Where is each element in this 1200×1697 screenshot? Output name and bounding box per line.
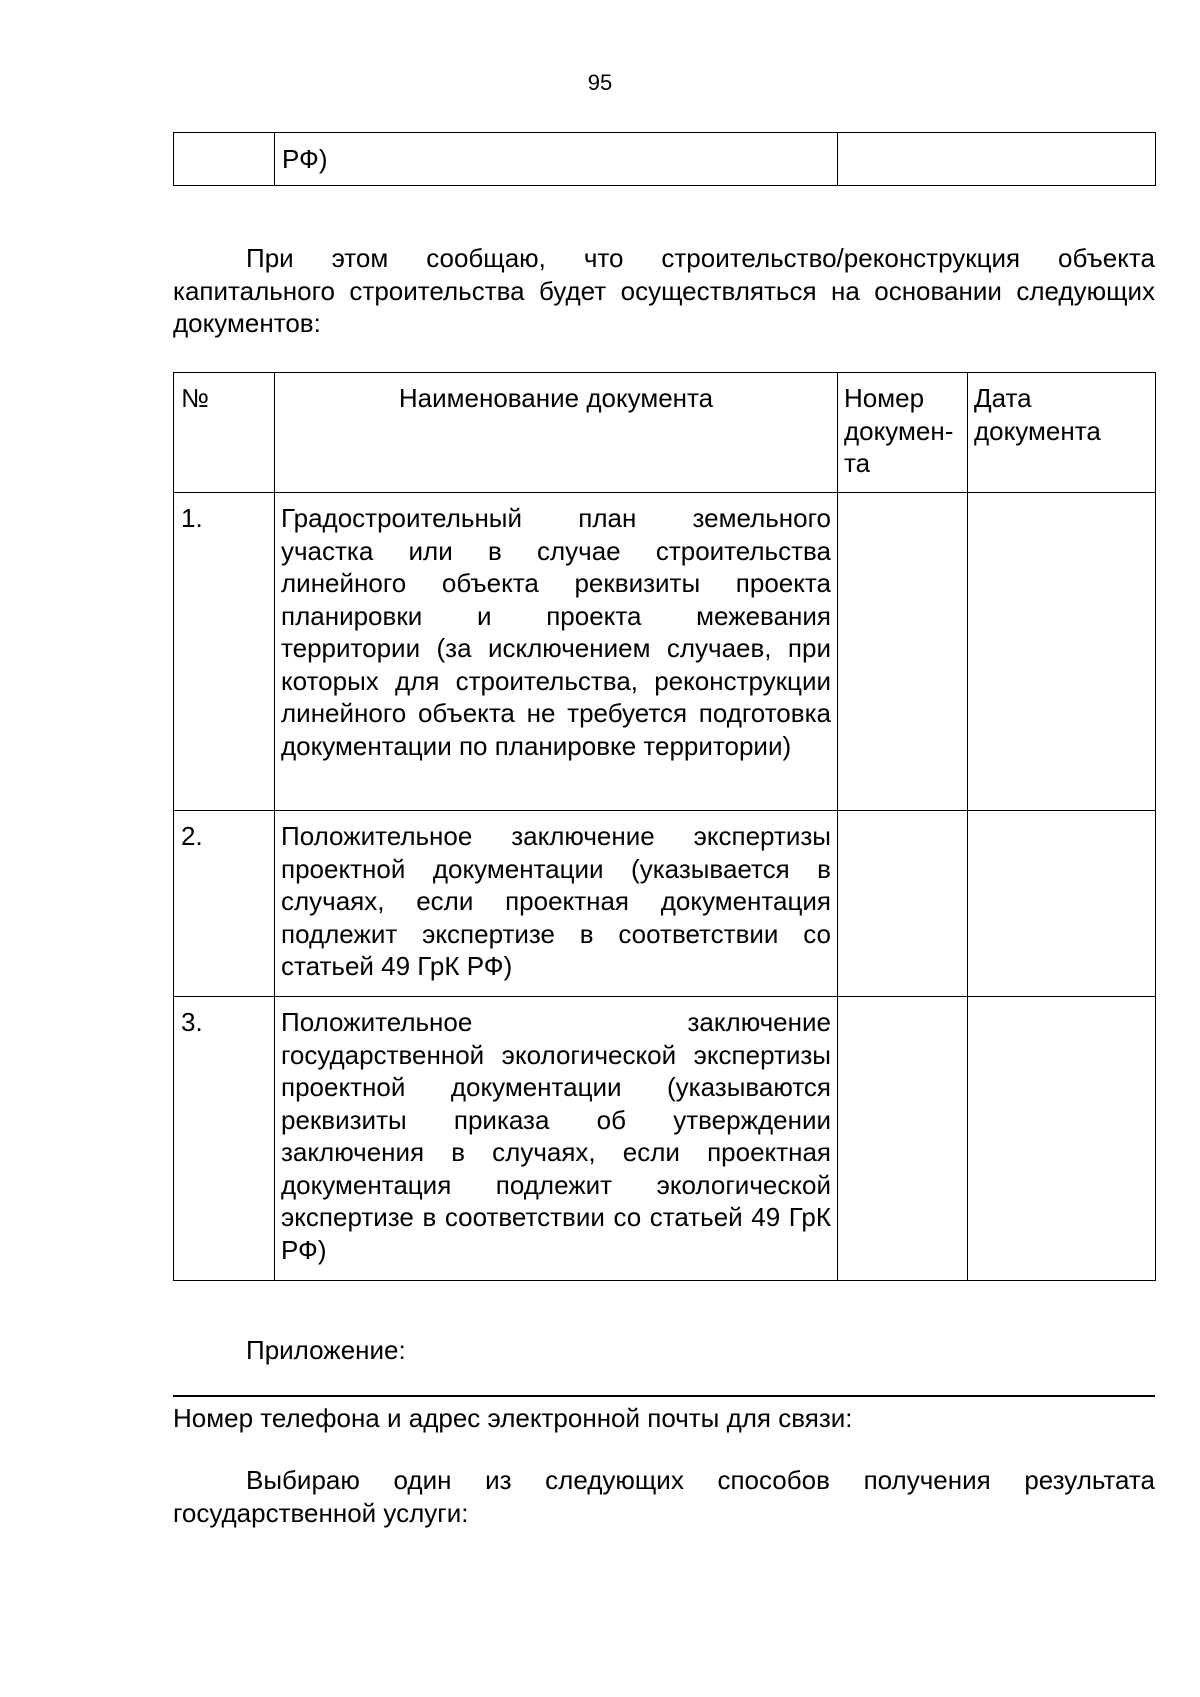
row-document-name: Градостроительный план земельного участка или в случае строительства линейного объекта реквизиты проекта планировки и проекта межевания территории (за исключением случаев, при которых для строительства, реконструкции линейного объекта не требуется подготовка документации по планировке территории)	[275, 493, 838, 811]
page-number: 95	[587, 70, 613, 95]
signature-line	[173, 1395, 1155, 1397]
row-doc-date	[968, 811, 1156, 997]
row-doc-number	[838, 493, 968, 811]
appendix-label: Приложение:	[246, 1335, 406, 1365]
table-row	[174, 997, 1156, 1281]
table-cell-text: РФ)	[275, 133, 838, 186]
continuation-table	[173, 132, 1156, 186]
header-doc-number: Номер докумен-та	[838, 373, 968, 493]
row-num: 3.	[174, 997, 275, 1281]
row-doc-date	[968, 493, 1156, 811]
table-header-row	[174, 373, 1156, 493]
table-cell-empty	[838, 133, 1156, 186]
table-row	[174, 493, 1156, 811]
choice-paragraph: Выбираю один из следующих способов получения результата государственной услуги:	[173, 1465, 1155, 1528]
row-doc-number	[838, 997, 968, 1281]
header-num: №	[174, 373, 275, 493]
documents-table	[173, 372, 1156, 1281]
table-row	[174, 811, 1156, 997]
table-cell-empty	[174, 133, 275, 186]
row-document-name: Положительное заключение экспертизы проектной документации (указывается в случаях, если проектная документация подлежит экспертизе в соответствии со статьей 49 ГрК РФ)	[275, 811, 838, 997]
row-num: 1.	[174, 493, 275, 811]
row-doc-number	[838, 811, 968, 997]
header-doc-date: Дата документа	[968, 373, 1156, 493]
contact-label: Номер телефона и адрес электронной почты для связи:	[173, 1403, 853, 1433]
header-name: Наименование документа	[275, 373, 838, 493]
row-num: 2.	[174, 811, 275, 997]
intro-paragraph: При этом сообщаю, что строительство/реконструкция объекта капитального строительства будет осуществляться на основании следующих документов:	[173, 243, 1155, 338]
row-document-name: Положительное заключение государственной экологической экспертизы проектной документации (указываются реквизиты приказа об утверждении заключения в случаях, если проектная документация подлежит экологической экспертизе в соответствии со статьей 49 ГрК РФ)	[275, 997, 838, 1281]
table-row	[174, 133, 1156, 186]
row-doc-date	[968, 997, 1156, 1281]
